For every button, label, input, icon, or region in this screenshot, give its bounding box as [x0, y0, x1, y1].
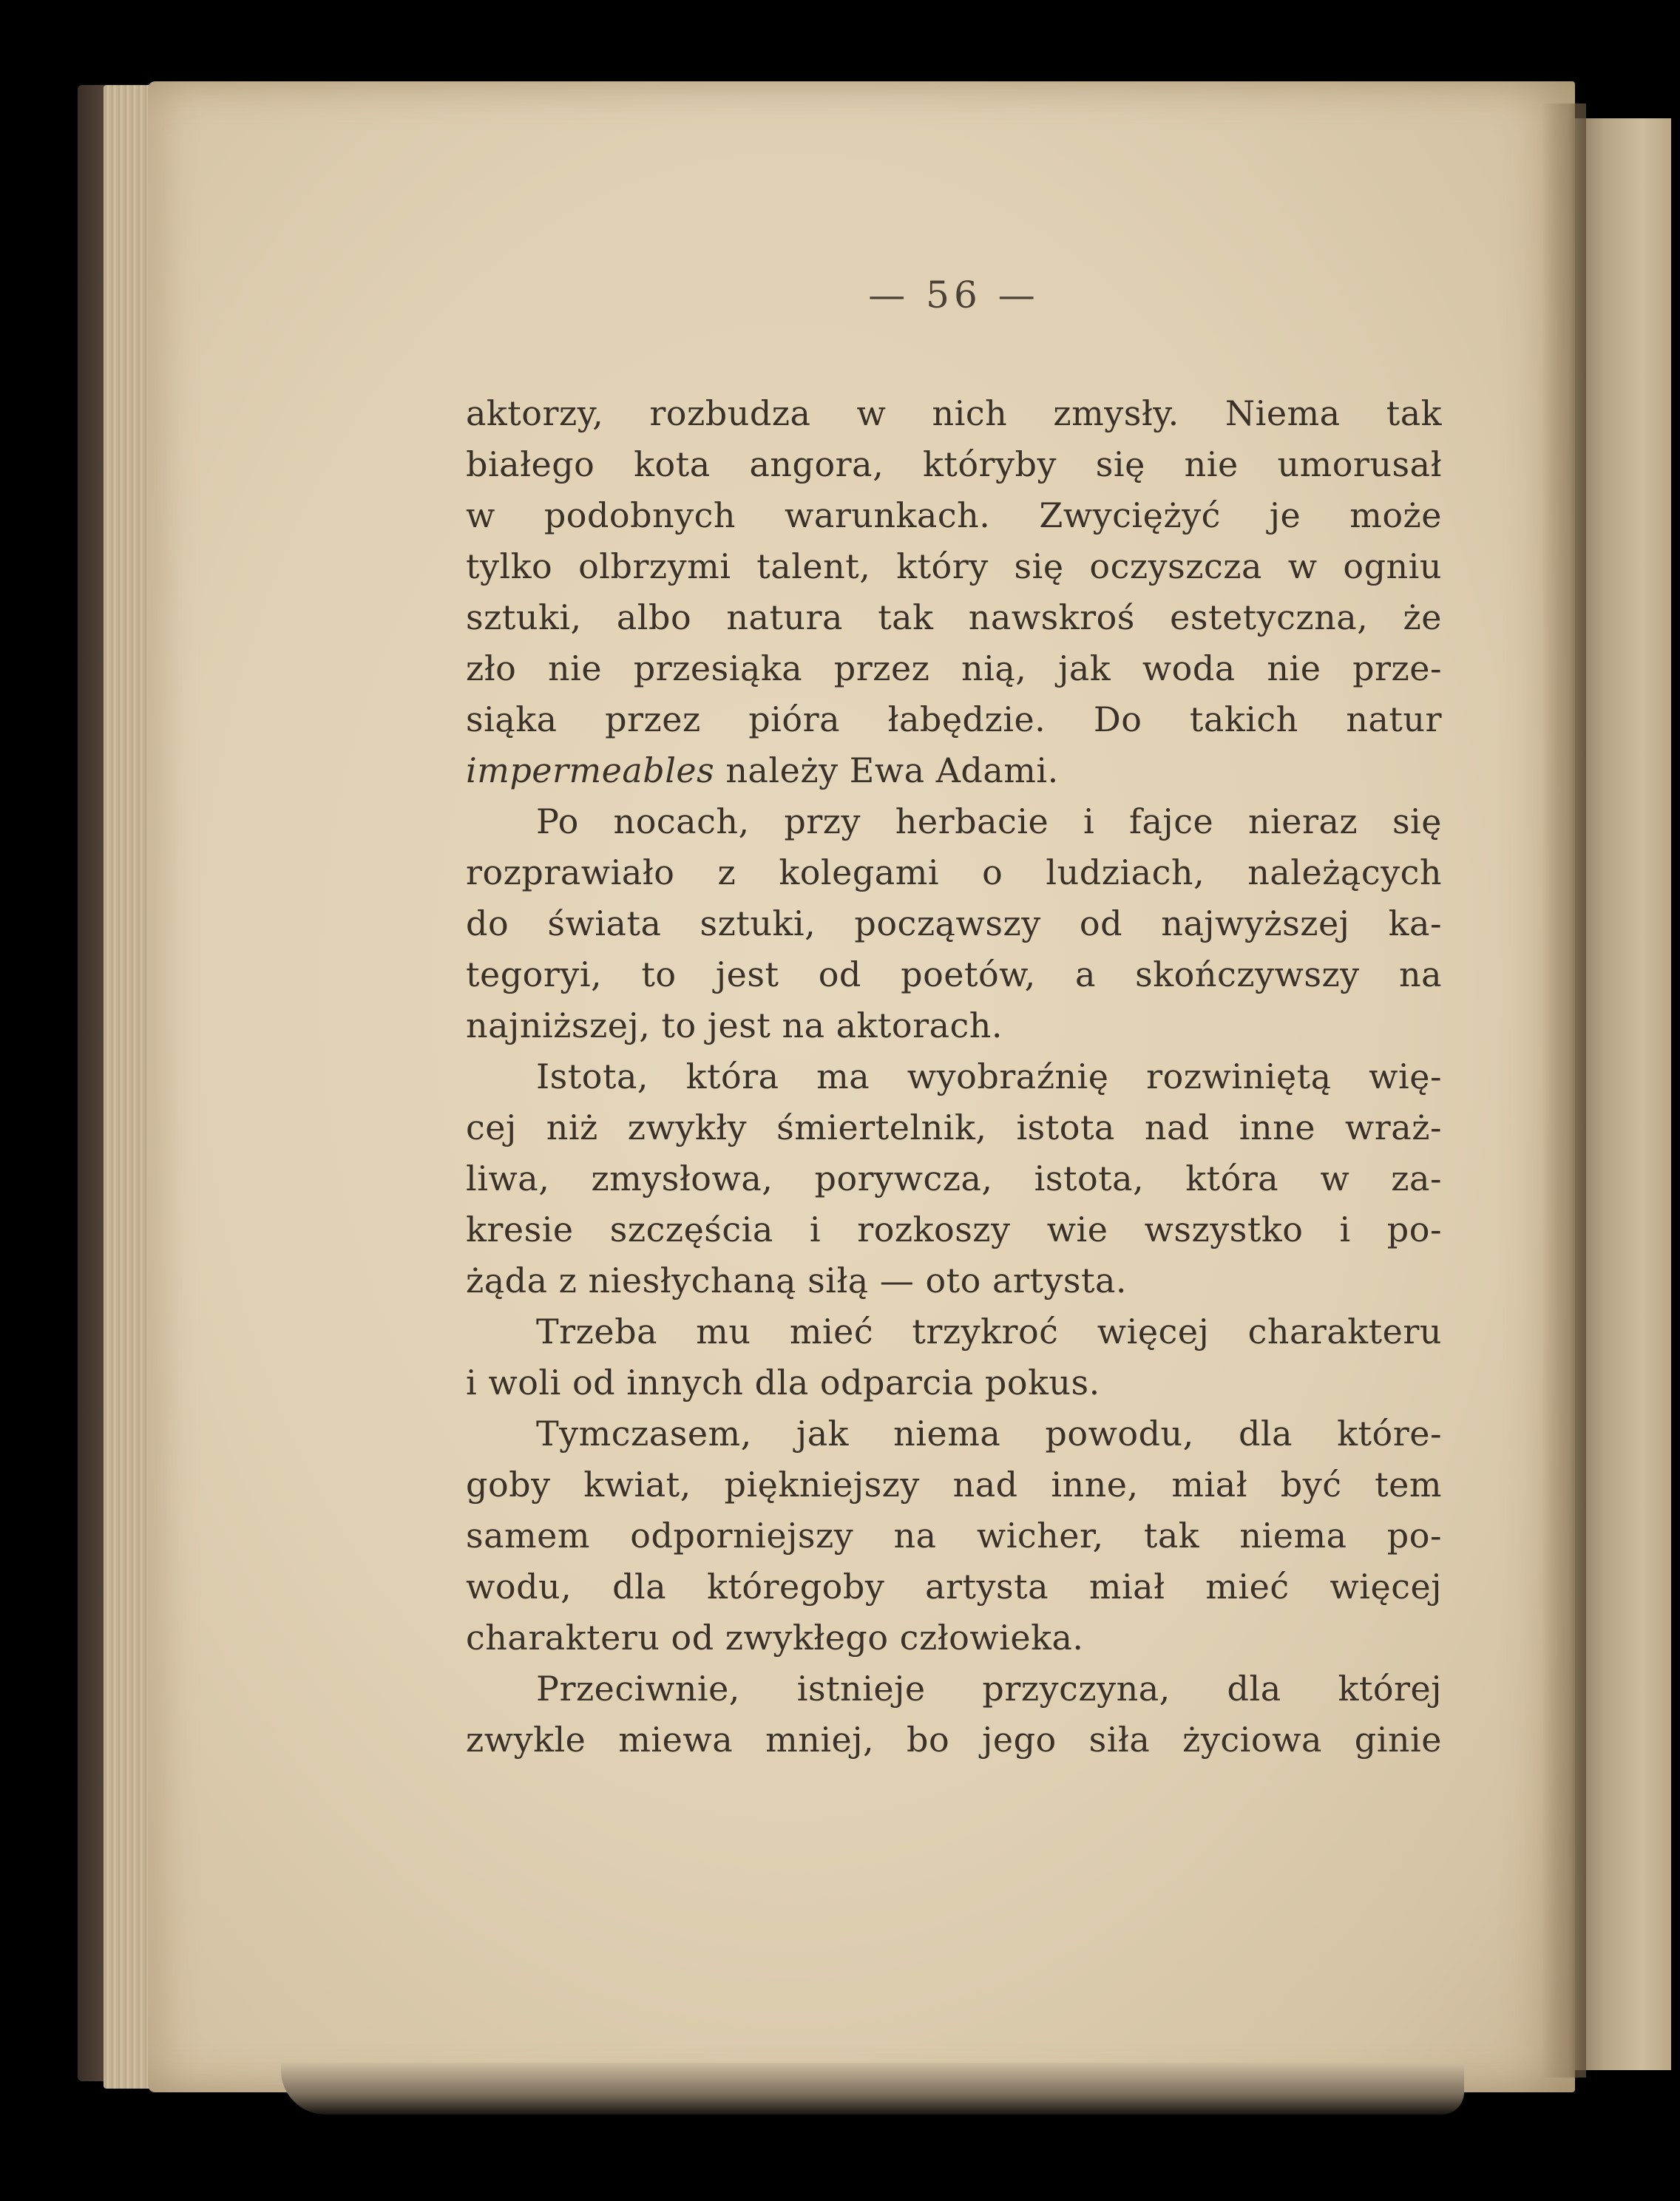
text-line: żąda z niesłychaną siłą — oto artysta.	[466, 1261, 1127, 1300]
text-line: aktorzy, rozbudza w nich zmysły. Niema tak	[466, 393, 1442, 433]
paragraph-start: Istota, która ma wyobraźnię rozwiniętą wię-	[536, 1057, 1442, 1096]
text-line: cej niż zwykły śmiertelnik, istota nad inne wraż-	[466, 1108, 1442, 1147]
text-line-italic-start	[466, 745, 1442, 796]
text-line: tegoryi, to jest od poetów, a skończywszy na	[466, 954, 1442, 994]
text-line: najniższej, to jest na aktorach.	[466, 1005, 1003, 1045]
page-gutter	[1542, 104, 1586, 2078]
paragraph-start: Po nocach, przy herbacie i fajce nieraz się	[536, 801, 1442, 841]
paragraph-start: Trzeba mu mieć trzykroć więcej charakteru	[536, 1312, 1442, 1352]
next-page-edge	[1575, 118, 1671, 2070]
page-bottom-edge	[281, 2063, 1464, 2114]
text-line: rozprawiało z kolegami o ludziach, należących	[466, 852, 1442, 892]
text-line: do świata sztuki, począwszy od najwyższej ka-	[466, 903, 1442, 943]
text-line: samem odporniejszy na wicher, tak niema po-	[466, 1516, 1442, 1556]
text-line: zwykle miewa mniej, bo jego siła życiowa ginie	[466, 1720, 1442, 1760]
text-line: zło nie przesiąka przez nią, jak woda nie prze-	[466, 648, 1442, 688]
page-number: — 56 —	[868, 274, 1040, 316]
text-line: tylko olbrzymi talent, który się oczyszcza w ogniu	[466, 546, 1442, 586]
italic-phrase: impermeables	[466, 750, 715, 790]
text-line: siąka przez pióra łabędzie. Do takich natur	[466, 699, 1442, 739]
paragraph-start: Przeciwnie, istnieje przyczyna, dla której	[536, 1669, 1442, 1709]
text-line: białego kota angora, któryby się nie umorusał	[466, 444, 1442, 484]
text-line: i woli od innych dla odparcia pokus.	[466, 1363, 1100, 1403]
text-line: liwa, zmysłowa, porywcza, istota, która w za-	[466, 1159, 1442, 1198]
text-line: goby kwiat, piękniejszy nad inne, miał być tem	[466, 1465, 1442, 1505]
text-line: charakteru od zwykłego człowieka.	[466, 1618, 1084, 1658]
text-line: sztuki, albo natura tak nawskroś estetyczna, że	[466, 597, 1442, 637]
text-line: wodu, dla któregoby artysta miał mieć więcej	[466, 1567, 1442, 1607]
text-line: kresie szczęścia i rozkoszy wie wszystko i po-	[466, 1210, 1442, 1249]
body-text	[466, 388, 1442, 1766]
text-line: w podobnych warunkach. Zwyciężyć je może	[466, 495, 1442, 535]
text-line-rest: należy Ewa Adami.	[725, 750, 1059, 790]
paragraph-start: Tymczasem, jak niema powodu, dla które-	[536, 1414, 1442, 1454]
